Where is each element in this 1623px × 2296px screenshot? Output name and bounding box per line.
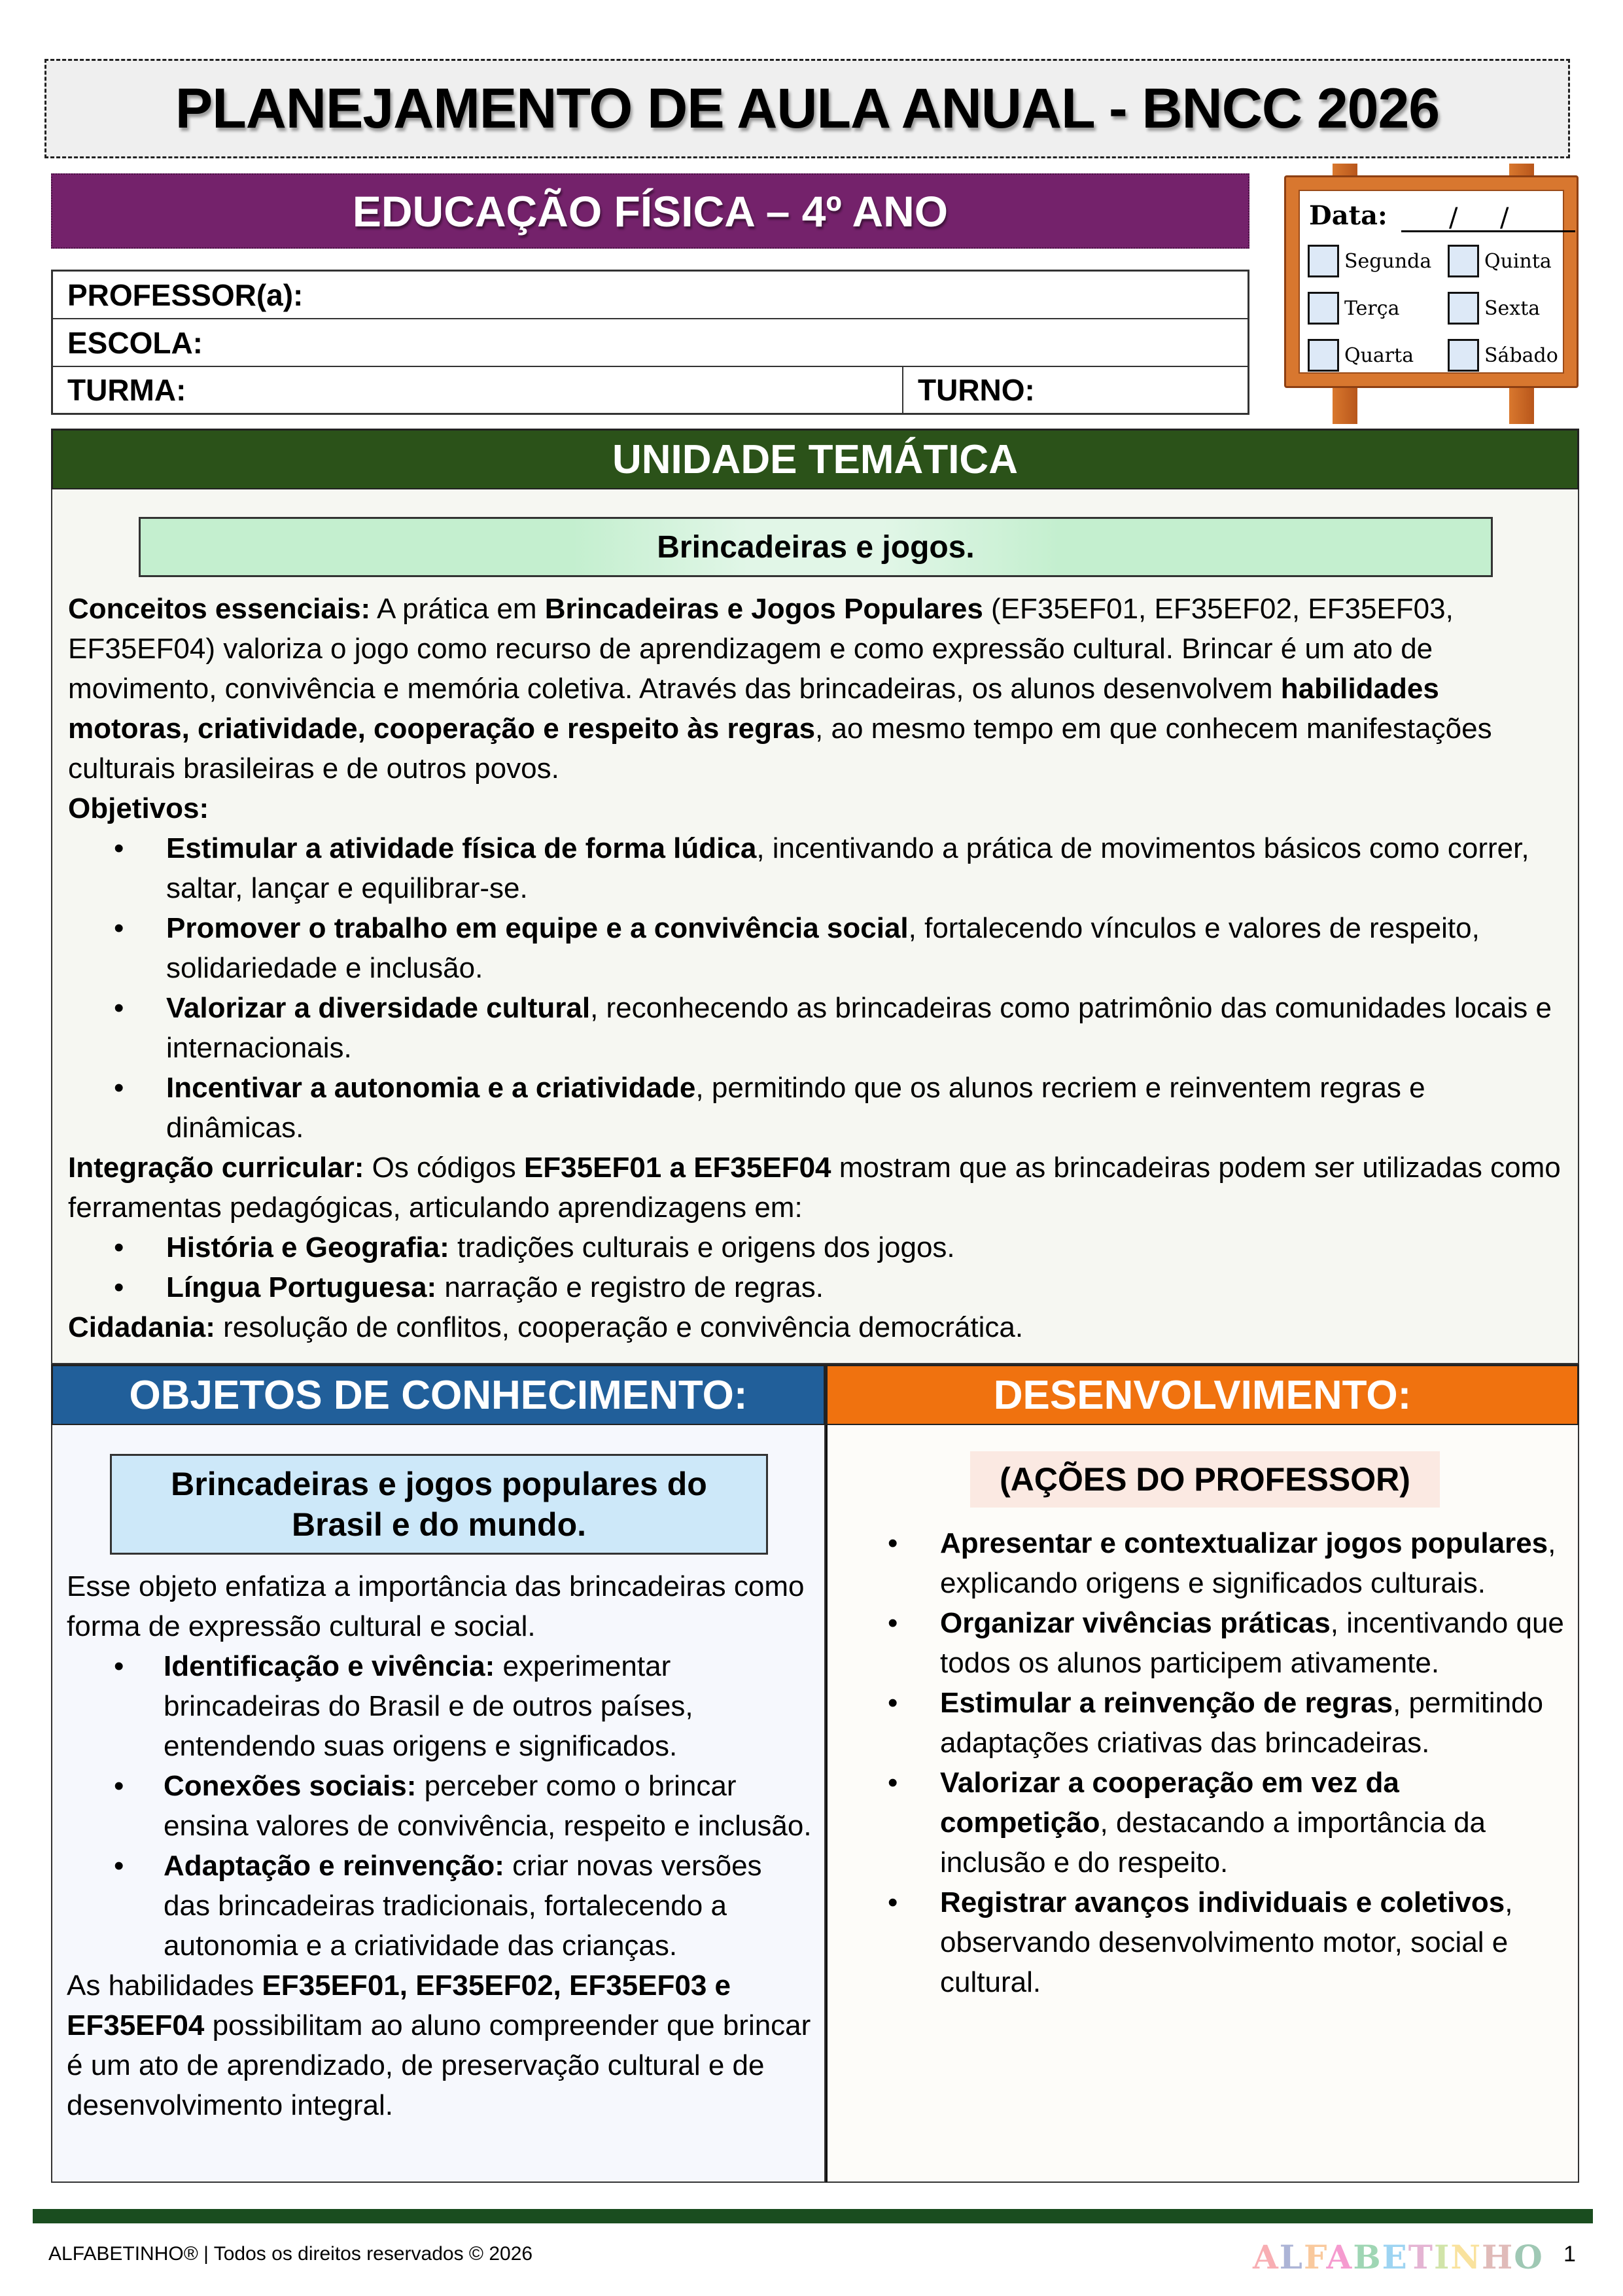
checkbox-icon[interactable] xyxy=(1448,339,1479,372)
text-span: A prática em xyxy=(370,593,545,625)
escola-label: ESCOLA: xyxy=(67,325,203,360)
objetos-body xyxy=(51,1425,826,2183)
day-label: Quarta xyxy=(1344,344,1414,367)
footer-copyright: ALFABETINHO® | Todos os direitos reservados © 2026 xyxy=(48,2243,533,2265)
subject-title: EDUCAÇÃO FÍSICA – 4º ANO xyxy=(352,186,949,236)
bold-span: Registrar avanços individuais e coletivos xyxy=(940,1886,1505,1918)
subject-banner xyxy=(51,173,1249,249)
text-span: Os códigos xyxy=(364,1152,524,1184)
objeto-line: Brincadeiras e jogos populares do xyxy=(171,1466,707,1502)
cidadania-paragraph xyxy=(68,1307,1562,1347)
list-item xyxy=(68,1267,1562,1307)
desenvolvimento-header xyxy=(826,1364,1579,1426)
unidade-content xyxy=(68,589,1562,1347)
objetivos-label: Objetivos: xyxy=(68,792,209,824)
logo-letter: O xyxy=(1514,2238,1544,2276)
day-checkbox-sabado[interactable] xyxy=(1448,339,1558,372)
document-title: PLANEJAMENTO DE AULA ANUAL - BNCC 2026 xyxy=(175,77,1440,140)
text-span: possibilitam ao aluno compreender que brincar é um ato de aprendizado, de preservação cultural e de desenvolvimento integral. xyxy=(67,2009,811,2121)
checkbox-icon[interactable] xyxy=(1308,245,1339,277)
bold-span: EF35EF01 a EF35EF04 xyxy=(523,1152,831,1184)
bold-span: habilidades motoras, criatividade, cooperação e respeito às regras xyxy=(68,673,1439,745)
text-span: experimentar brincadeiras do Brasil e de outros países, entendendo suas origens e significados. xyxy=(164,1650,693,1762)
date-slash-2: / xyxy=(1500,203,1509,233)
text-span: , incentivando que todos os alunos participem ativamente. xyxy=(940,1607,1564,1679)
turno-cell[interactable] xyxy=(902,367,1035,413)
text-span: , fortalecendo vínculos e valores de respeito, solidariedade e inclusão. xyxy=(166,912,1480,984)
conceitos-label: Conceitos essenciais: xyxy=(68,593,371,625)
text-span: As habilidades xyxy=(67,1969,262,2002)
day-checkbox-segunda[interactable] xyxy=(1308,245,1431,277)
checkbox-icon[interactable] xyxy=(1448,292,1479,325)
unidade-tematica-title: UNIDADE TEMÁTICA xyxy=(612,436,1018,482)
turno-label: TURNO: xyxy=(918,373,1035,407)
text-span: resolução de conflitos, cooperação e convivência democrática. xyxy=(215,1311,1024,1343)
logo-letter: F xyxy=(1303,2238,1327,2276)
objeto-line: Brasil e do mundo. xyxy=(291,1506,587,1543)
text-span: (EF35EF01, EF35EF02, EF35EF03, EF35EF04) valoriza o jogo como recurso de aprendizagem e como expressão cultural. Brincar é um ato de movimento, convivência e memória coletiva. Através das brincadeiras, os alunos desenvolvem xyxy=(68,593,1454,705)
day-checkbox-quinta[interactable] xyxy=(1448,245,1552,277)
integracao-paragraph xyxy=(68,1148,1562,1227)
desenvolvimento-body xyxy=(826,1425,1579,2183)
bold-span: Conexões sociais: xyxy=(164,1770,417,1802)
professor-label: PROFESSOR(a): xyxy=(67,277,304,312)
board-post-bottom-right xyxy=(1509,383,1534,424)
day-checkbox-sexta[interactable] xyxy=(1448,292,1540,325)
tema-box xyxy=(139,517,1493,577)
logo-letter: A xyxy=(1253,2238,1280,2276)
day-label: Segunda xyxy=(1344,249,1432,273)
unidade-tematica-body xyxy=(51,489,1579,1364)
document-title-box xyxy=(44,59,1570,158)
text-span: narração e registro de regras. xyxy=(436,1271,824,1303)
day-label: Quinta xyxy=(1484,249,1552,273)
list-item xyxy=(68,1068,1562,1148)
objeto-box xyxy=(110,1454,768,1555)
desenvolvimento-title: DESENVOLVIMENTO: xyxy=(993,1372,1412,1418)
day-label: Sábado xyxy=(1484,344,1558,367)
objetos-intro: Esse objeto enfatiza a importância das brincadeiras como forma de expressão cultural e social. xyxy=(67,1570,805,1642)
objetos-list xyxy=(67,1646,812,1966)
day-checkbox-terca[interactable] xyxy=(1308,292,1399,325)
bold-span: Língua Portuguesa: xyxy=(166,1271,437,1303)
objetos-content xyxy=(67,1566,812,2125)
list-item xyxy=(67,1766,812,1846)
integracao-list xyxy=(68,1227,1562,1307)
logo-letter: B xyxy=(1353,2238,1382,2276)
bold-span: EF35EF01, EF35EF02, EF35EF03 e EF35EF04 xyxy=(67,1969,731,2041)
list-item xyxy=(68,1227,1562,1267)
tema-text: Brincadeiras e jogos. xyxy=(657,529,975,565)
text-span: , incentivando a prática de movimentos básicos como correr, saltar, lançar e equilibrar-se. xyxy=(166,832,1529,904)
text-span: perceber como o brincar ensina valores de convivência, respeito e inclusão. xyxy=(164,1770,812,1842)
cidadania-label: Cidadania: xyxy=(68,1311,215,1343)
conceitos-paragraph xyxy=(68,589,1562,788)
bold-span: Incentivar a autonomia e a criatividade xyxy=(166,1072,696,1104)
bold-span: História e Geografia: xyxy=(166,1231,449,1263)
list-item xyxy=(67,1646,812,1766)
text-span: , reconhecendo as brincadeiras como patrimônio das comunidades locais e internacionais. xyxy=(166,992,1552,1064)
list-item xyxy=(68,828,1562,908)
objeto-text xyxy=(171,1464,707,1545)
date-board xyxy=(1279,164,1583,425)
checkbox-icon[interactable] xyxy=(1448,245,1479,277)
board-frame xyxy=(1284,175,1579,388)
bold-span: Promover o trabalho em equipe e a convivência social xyxy=(166,912,909,944)
text-span: criar novas versões das brincadeiras tradicionais, fortalecendo a autonomia e a criatividade das crianças. xyxy=(164,1850,762,1962)
list-item xyxy=(842,1523,1569,1603)
bold-span: Estimular a atividade física de forma lúdica xyxy=(166,832,757,864)
list-item xyxy=(842,1763,1569,1882)
date-label: Data: xyxy=(1309,200,1387,231)
info-table xyxy=(51,270,1249,415)
list-item xyxy=(842,1683,1569,1763)
board-post-bottom-left xyxy=(1333,383,1357,424)
acoes-subheading: (AÇÕES DO PROFESSOR) xyxy=(1000,1461,1410,1498)
list-item xyxy=(67,1846,812,1966)
checkbox-icon[interactable] xyxy=(1308,292,1339,325)
list-item xyxy=(842,1603,1569,1683)
objetos-header xyxy=(51,1364,826,1426)
list-item xyxy=(68,908,1562,988)
escola-row[interactable] xyxy=(53,319,1248,367)
logo-letter: L xyxy=(1279,2238,1304,2276)
page-number: 1 xyxy=(1563,2242,1576,2267)
text-span: mostram que as brincadeiras podem ser utilizadas como ferramentas pedagógicas, articulando aprendizagens em: xyxy=(68,1152,1561,1224)
bold-span: Apresentar e contextualizar jogos populares xyxy=(940,1527,1548,1559)
turma-row[interactable] xyxy=(53,367,1248,413)
date-input-line[interactable] xyxy=(1401,230,1575,232)
logo-letter: N xyxy=(1450,2238,1482,2276)
day-label: Sexta xyxy=(1484,296,1541,320)
bold-span: Brincadeiras e Jogos Populares xyxy=(544,593,983,625)
list-item xyxy=(68,988,1562,1068)
objetivos-list xyxy=(68,828,1562,1148)
desenvolvimento-content xyxy=(842,1523,1569,2002)
day-label: Terça xyxy=(1344,296,1400,320)
text-span: , explicando origens e significados culturais. xyxy=(940,1527,1556,1599)
date-slash-1: / xyxy=(1449,203,1458,233)
bold-span: Organizar vivências práticas xyxy=(940,1607,1331,1639)
acoes-box xyxy=(970,1451,1440,1508)
bold-span: Adaptação e reinvenção: xyxy=(164,1850,504,1882)
footer-divider xyxy=(33,2209,1593,2223)
text-span: , permitindo que os alunos recriem e reinventem regras e dinâmicas. xyxy=(166,1072,1425,1144)
logo-letter: I xyxy=(1433,2238,1451,2276)
turma-label: TURMA: xyxy=(67,373,186,407)
bold-span: Valorizar a cooperação em vez da competição xyxy=(940,1767,1399,1839)
objetos-closing xyxy=(67,1966,812,2125)
text-span: , observando desenvolvimento motor, social e cultural. xyxy=(940,1886,1513,1998)
text-span: , permitindo adaptações criativas das brincadeiras. xyxy=(940,1687,1543,1759)
logo-letter: T xyxy=(1408,2238,1434,2276)
text-span: , destacando a importância da inclusão e do respeito. xyxy=(940,1807,1486,1879)
bold-span: Estimular a reinvenção de regras xyxy=(940,1687,1393,1719)
bold-span: Identificação e vivência: xyxy=(164,1650,495,1682)
day-checkbox-quarta[interactable] xyxy=(1308,339,1414,372)
objetos-title: OBJETOS DE CONHECIMENTO: xyxy=(129,1372,748,1418)
alfabetinho-logo xyxy=(1253,2238,1544,2276)
checkbox-icon[interactable] xyxy=(1308,339,1339,372)
desenvolvimento-list xyxy=(842,1523,1569,2002)
unidade-tematica-header xyxy=(51,429,1579,490)
list-item xyxy=(842,1882,1569,2002)
logo-letter: A xyxy=(1326,2238,1353,2276)
board-surface xyxy=(1299,190,1564,374)
professor-row[interactable] xyxy=(53,272,1248,319)
text-span: , ao mesmo tempo em que conhecem manifestações culturais brasileiras e de outros povos. xyxy=(68,713,1492,785)
integracao-label: Integração curricular: xyxy=(68,1152,364,1184)
objetivos-heading xyxy=(68,788,1562,828)
logo-letter: E xyxy=(1382,2238,1408,2276)
logo-letter: H xyxy=(1482,2238,1514,2276)
text-span: tradições culturais e origens dos jogos. xyxy=(449,1231,955,1263)
bold-span: Valorizar a diversidade cultural xyxy=(166,992,591,1024)
